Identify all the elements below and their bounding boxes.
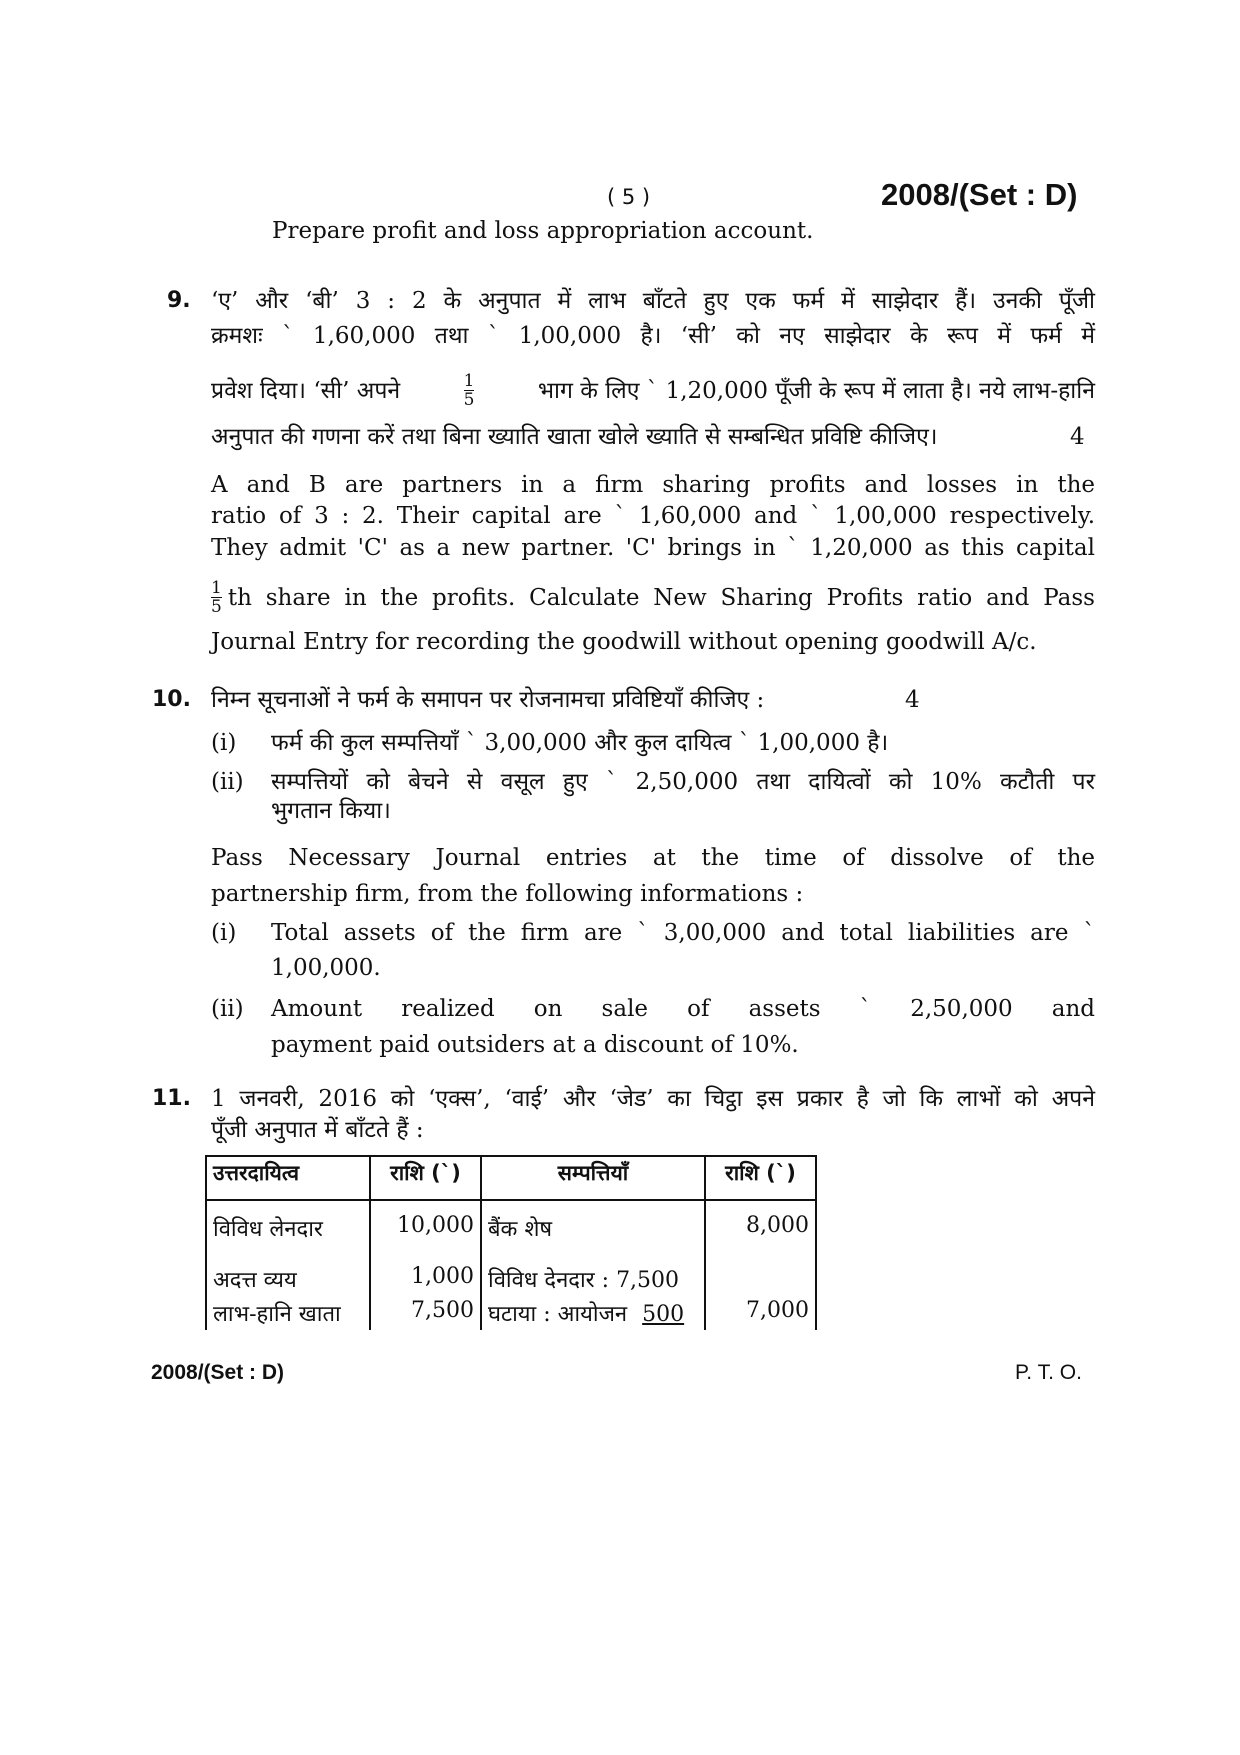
fraction-num: 1 <box>463 371 475 391</box>
cell: अदत्त व्यय <box>206 1262 370 1296</box>
cell: 8,000 <box>705 1200 816 1262</box>
cell-amount: 500 <box>642 1302 685 1327</box>
marks: 4 <box>905 687 920 713</box>
q9-english-line: ratio of 3 : 2. Their capital are ` 1,60,000 and ` 1,00,000 respectively. <box>211 503 1095 529</box>
question-number: 9. <box>167 288 191 313</box>
q9-hindi-part: प्रवेश दिया। ‘सी’ अपने <box>211 377 401 404</box>
cell: विविध लेनदार <box>206 1200 370 1262</box>
column-header: राशि (`) <box>705 1156 816 1200</box>
footer-set-code: 2008/(Set : D) <box>151 1361 285 1384</box>
cell <box>481 1262 705 1296</box>
q9-hindi-line: ‘ए’ और ‘बी’ 3 : 2 के अनुपात में लाभ बाँटते हुए एक फर्म में साझेदार हैं। उनकी पूँजी <box>211 288 1095 314</box>
q9-english-line: They admit 'C' as a new partner. 'C' brings in ` 1,20,000 as this capital <box>211 535 1095 561</box>
item-label: (i) <box>211 920 237 946</box>
q10-english-item: Total assets of the firm are ` 3,00,000 and total liabilities are ` <box>271 920 1095 946</box>
cell: 7,000 <box>705 1296 816 1330</box>
q9-english-line <box>211 579 1095 616</box>
q10-english-item: 1,00,000. <box>271 955 381 981</box>
q10-english-intro: partnership firm, from the following informations : <box>211 881 804 907</box>
set-code-header: 2008/(Set : D) <box>881 177 1078 212</box>
q9-hindi-line: अनुपात की गणना करें तथा बिना ख्याति खाता खोले ख्याति से सम्बन्धित प्रविष्टि कीजिए। <box>211 424 938 450</box>
question-number: 10. <box>152 687 191 712</box>
column-header: राशि (`) <box>370 1156 481 1200</box>
q11-hindi-line: पूँजी अनुपात में बाँटते हैं : <box>211 1117 424 1143</box>
q10-hindi-item: फर्म की कुल सम्पत्तियाँ ` 3,00,000 और कुल दायित्व ` 1,00,000 है। <box>271 730 889 756</box>
fraction-num: 1 <box>211 578 222 598</box>
cell: बैंक शेष <box>481 1200 705 1262</box>
q10-hindi-intro: निम्न सूचनाओं ने फर्म के समापन पर रोजनामचा प्रविष्टियाँ कीजिए : <box>211 687 765 713</box>
column-header: सम्पत्तियाँ <box>481 1156 705 1200</box>
q9-hindi-line: क्रमशः ` 1,60,000 तथा ` 1,00,000 है। ‘सी’ को नए साझेदार के रूप में फर्म में <box>211 323 1095 349</box>
pto-label: P. T. O. <box>1015 1361 1082 1384</box>
item-label: (ii) <box>211 996 244 1022</box>
item-label: (ii) <box>211 769 244 795</box>
cell: 10,000 <box>370 1200 481 1262</box>
fraction <box>464 372 475 409</box>
cell <box>481 1296 705 1330</box>
item-label: (i) <box>211 730 237 756</box>
cell: 7,500 <box>370 1296 481 1330</box>
q10-english-item: payment paid outsiders at a discount of 10%. <box>271 1032 799 1058</box>
column-header: उत्तरदायित्व <box>206 1156 370 1200</box>
table-header-row <box>206 1156 816 1200</box>
fraction <box>211 579 222 616</box>
q9-english-part: th share in the profits. Calculate New Sharing Profits ratio and Pass <box>227 584 1095 611</box>
table-row <box>206 1262 816 1296</box>
cell-amount: 7,500 <box>616 1268 680 1293</box>
q9-hindi-line <box>211 372 1095 409</box>
q10-hindi-item: भुगतान किया। <box>271 798 391 824</box>
fraction-den: 5 <box>463 390 475 410</box>
cell: लाभ-हानि खाता <box>206 1296 370 1330</box>
q11-hindi-line: 1 जनवरी, 2016 को ‘एक्स’, ‘वाई’ और ‘जेड’ का चिट्ठा इस प्रकार है जो कि लाभों को अपने <box>211 1086 1095 1112</box>
q9-english-line: A and B are partners in a firm sharing profits and losses in the <box>211 472 1095 498</box>
cell-label: विविध देनदार : <box>488 1268 617 1293</box>
question-number: 11. <box>152 1086 191 1111</box>
q9-english-line: Journal Entry for recording the goodwill without opening goodwill A/c. <box>211 629 1037 655</box>
table-row <box>206 1200 816 1262</box>
q9-hindi-part: भाग के लिए ` 1,20,000 पूँजी के रूप में लाता है। नये लाभ-हानि <box>537 377 1095 404</box>
cell-label: घटाया : आयोजन <box>488 1302 635 1327</box>
marks: 4 <box>1070 424 1085 450</box>
cell <box>705 1262 816 1296</box>
balance-sheet-table <box>205 1155 817 1330</box>
cell: 1,000 <box>370 1262 481 1296</box>
page-number: ( 5 ) <box>607 185 651 209</box>
table-row <box>206 1296 816 1330</box>
q10-english-item: Amount realized on sale of assets ` 2,50,000 and <box>271 996 1095 1022</box>
q10-hindi-item: सम्पत्तियों को बेचने से वसूल हुए ` 2,50,000 तथा दायित्वों को 10% कटौती पर <box>271 769 1095 795</box>
intro-text: Prepare profit and loss appropriation account. <box>272 218 814 244</box>
q10-english-intro: Pass Necessary Journal entries at the time of dissolve of the <box>211 845 1095 871</box>
fraction-den: 5 <box>211 597 222 617</box>
